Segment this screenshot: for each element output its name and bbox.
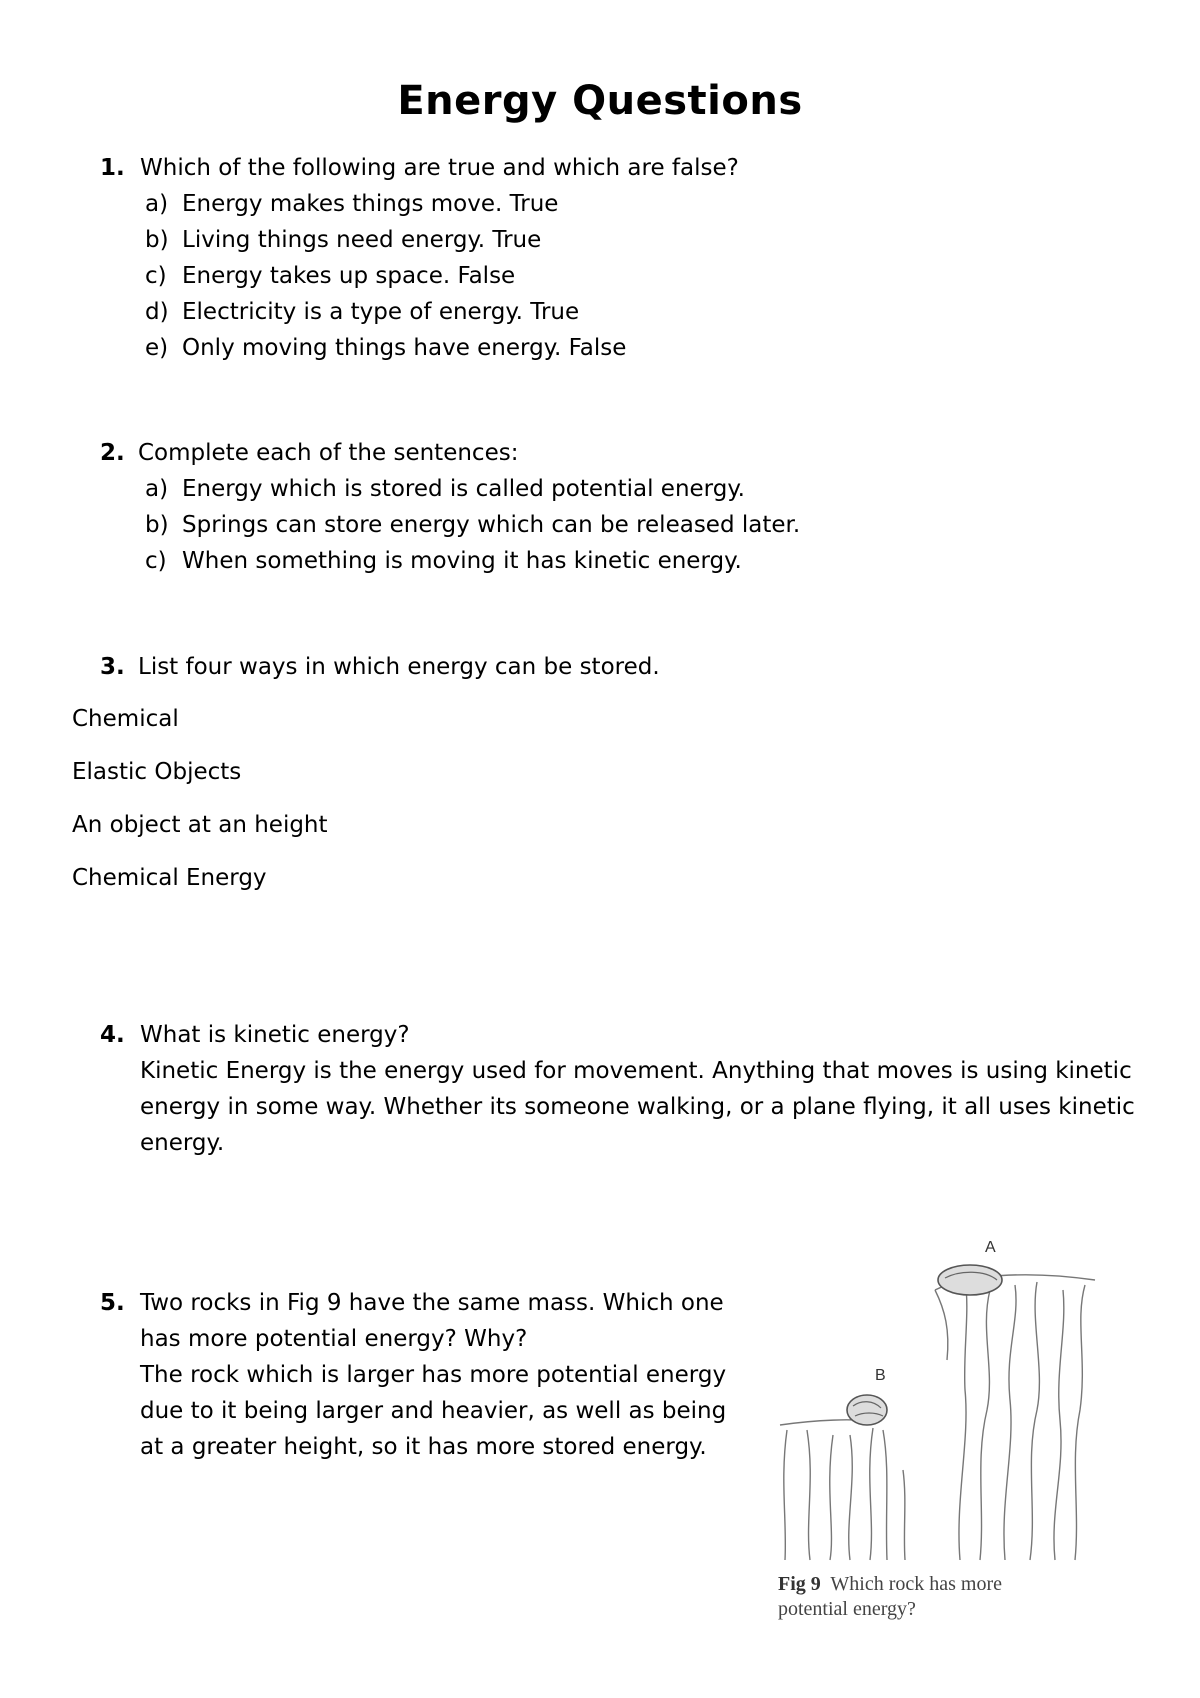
rock-b [847, 1395, 887, 1425]
q1-item-a-text: Energy makes things move. True [182, 191, 559, 217]
q2-item-b-text: Springs can store energy which can be released later. [182, 512, 801, 538]
q1-item-b-text: Living things need energy. True [182, 227, 542, 253]
q5-answer-line-2: due to it being larger and heavier, as well as being [140, 1398, 727, 1424]
q3-number: 3. [100, 654, 125, 680]
q4-answer-line-1: Kinetic Energy is the energy used for movement. Anything that moves is using kinetic [140, 1058, 1132, 1084]
q5-answer-line-3: at a greater height, so it has more stored energy. [140, 1434, 707, 1460]
page-title: Energy Questions [397, 78, 803, 124]
q1-item-d-text: Electricity is a type of energy. True [182, 299, 580, 325]
q5-answer-line-1: The rock which is larger has more potential energy [140, 1362, 727, 1388]
q1-item-b-letter: b) [145, 227, 169, 253]
q2-text: Complete each of the sentences: [138, 440, 519, 466]
rock-a [938, 1265, 1002, 1295]
label-a: A [985, 1240, 996, 1256]
q3-answer-1: Chemical [72, 706, 179, 732]
q1-item-e-text: Only moving things have energy. False [182, 335, 627, 361]
q4-answer-line-2: energy in some way. Whether its someone walking, or a plane flying, it all uses kinetic [140, 1094, 1135, 1120]
figure-caption-line-2: potential energy? [778, 1598, 916, 1620]
q2-item-c-text: When something is moving it has kinetic energy. [182, 548, 742, 574]
q1-number: 1. [100, 155, 125, 181]
q4-text: What is kinetic energy? [140, 1022, 410, 1048]
q3-answer-3: An object at an height [72, 812, 328, 838]
q2-number: 2. [100, 440, 125, 466]
q5-text-line-1: Two rocks in Fig 9 have the same mass. Which one [140, 1290, 724, 1316]
q4-answer-line-3: energy. [140, 1130, 225, 1156]
q2-item-b-letter: b) [145, 512, 169, 538]
q1-item-c-letter: c) [145, 263, 167, 289]
q2-item-a-letter: a) [145, 476, 169, 502]
q3-answer-4: Chemical Energy [72, 865, 267, 891]
q1-text: Which of the following are true and which are false? [140, 155, 739, 181]
q3-answer-2: Elastic Objects [72, 759, 242, 785]
q2-item-a-text: Energy which is stored is called potential energy. [182, 476, 745, 502]
q1-item-a-letter: a) [145, 191, 169, 217]
q3-text: List four ways in which energy can be stored. [138, 654, 660, 680]
q1-item-e-letter: e) [145, 335, 169, 361]
cliff-drawing [775, 1240, 1115, 1570]
q4-number: 4. [100, 1022, 125, 1048]
figure-caption-line-1: Which rock has more [830, 1573, 1003, 1595]
q5-text-line-2: has more potential energy? Why? [140, 1326, 528, 1352]
figure-caption [778, 1572, 1098, 1622]
q2-item-c-letter: c) [145, 548, 167, 574]
q1-item-d-letter: d) [145, 299, 169, 325]
q1-item-c-text: Energy takes up space. False [182, 263, 516, 289]
label-b: B [875, 1367, 886, 1384]
figure-caption-prefix: Fig 9 [778, 1573, 821, 1595]
q5-number: 5. [100, 1290, 125, 1316]
